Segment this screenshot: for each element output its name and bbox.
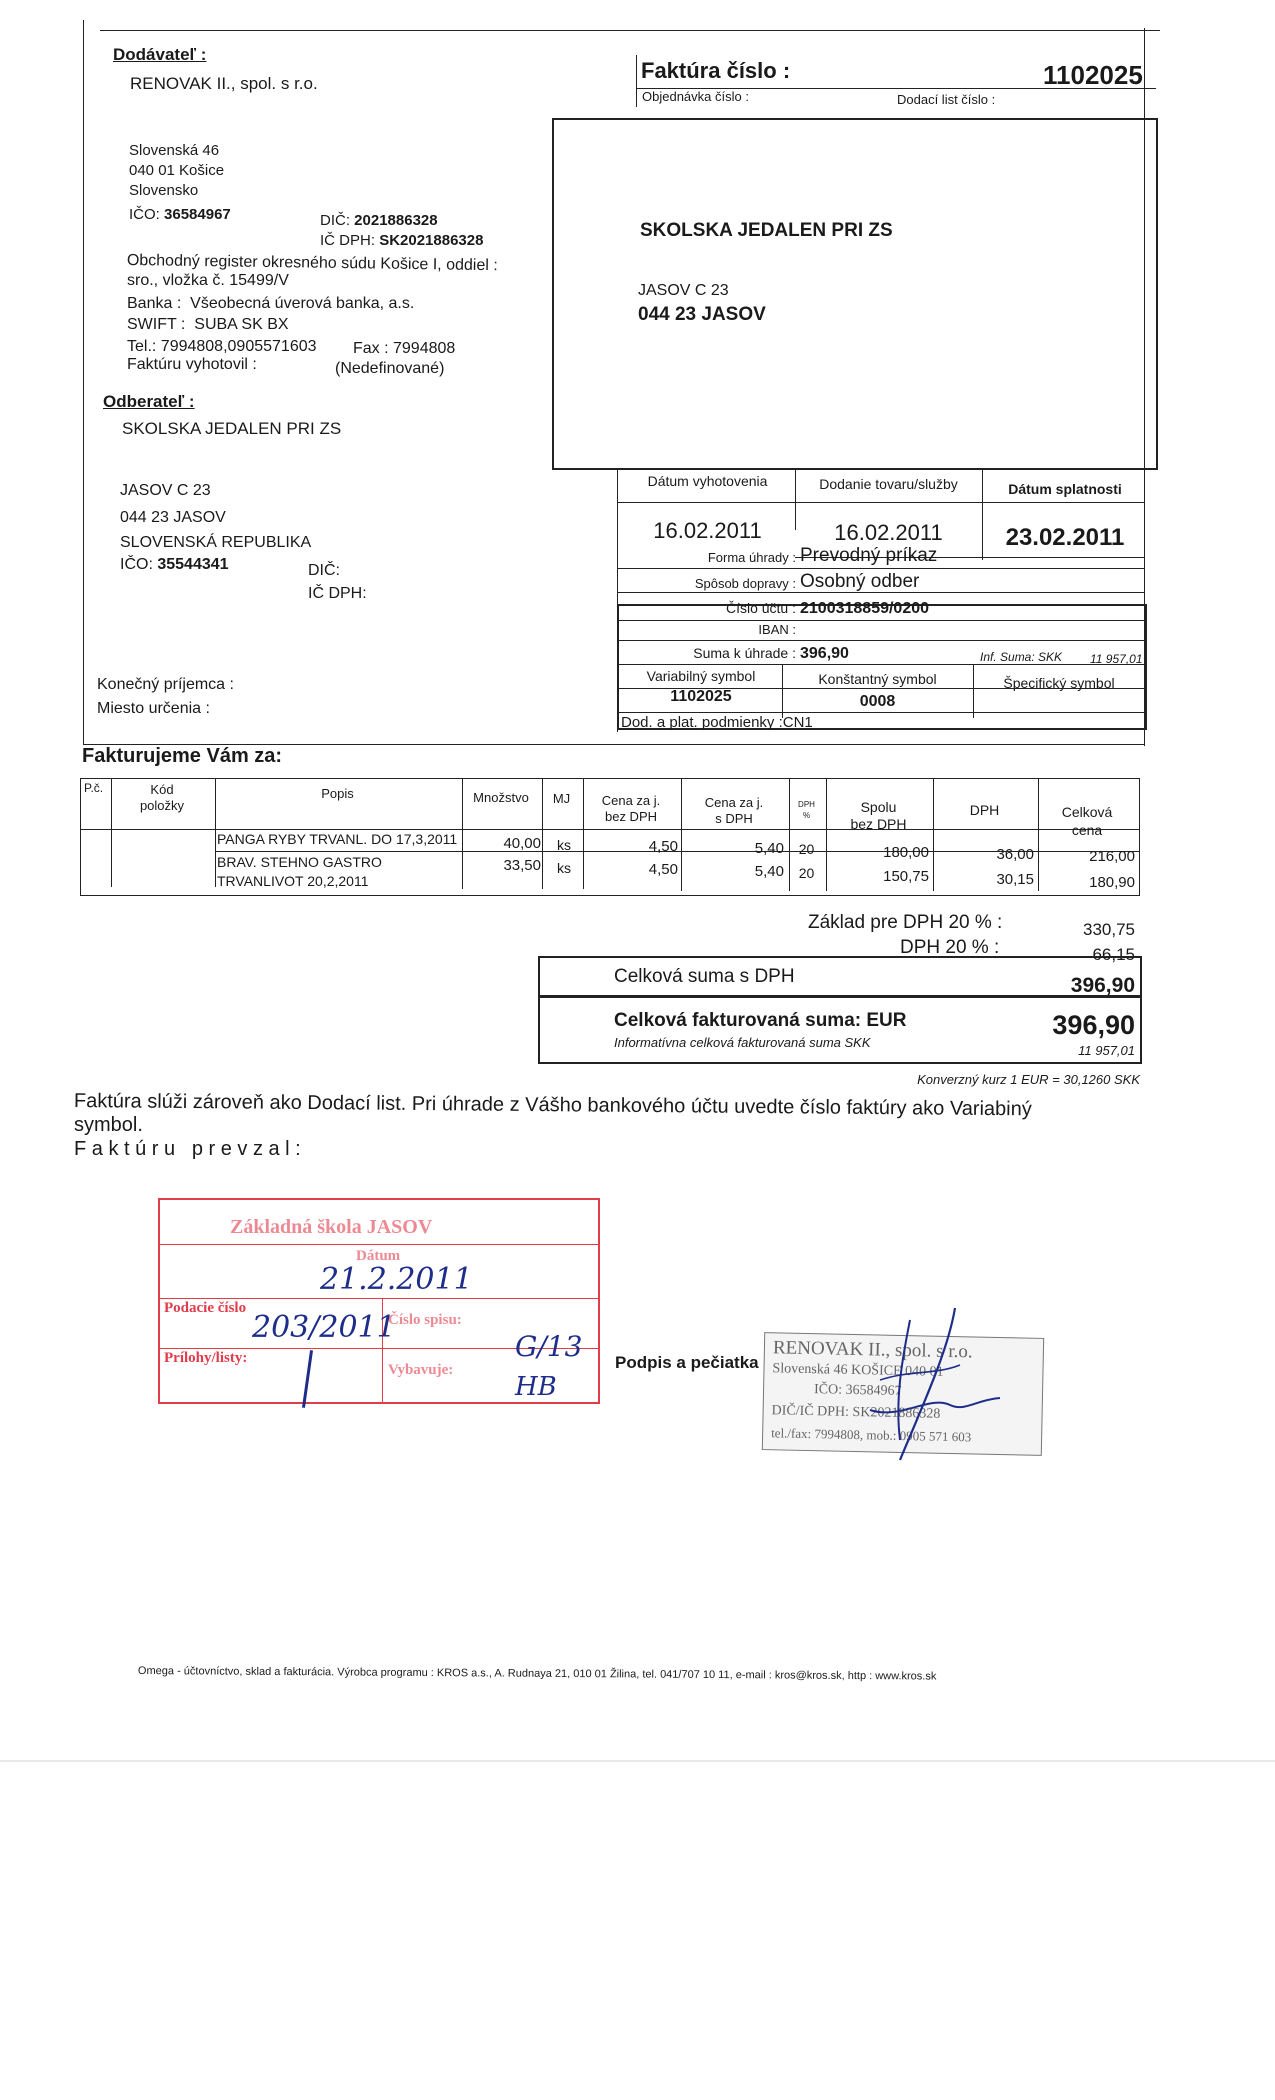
- row-2-spolu: 150,75: [883, 868, 929, 885]
- payment-form-label: Forma úhrady :: [707, 550, 796, 565]
- window-street: JASOV C 23: [638, 282, 729, 299]
- vat-base: 330,75: [1083, 920, 1135, 939]
- conversion-rate: Konverzný kurz 1 EUR = 30,1260 SKK: [917, 1072, 1140, 1087]
- handwritten-signature: [840, 1300, 1010, 1470]
- company-stamp-line-5: tel./fax: 7994808, mob.: 0905 571 603: [771, 1425, 972, 1445]
- note-line-1: Faktúra slúži zároveň ako Dodací list. Pri úhrade z Vášho bankového účtu uvedte číslo faktúry ako Variabiný: [73, 1090, 1032, 1121]
- account-label: Číslo účtu :: [725, 600, 796, 616]
- payment-line-3: [617, 620, 1145, 621]
- amount: 396,90: [800, 645, 849, 662]
- stamp-handled-handwritten: HB: [515, 1372, 557, 1402]
- th-pc: P.č.: [84, 781, 104, 795]
- inf-total-label: Informatívna celková fakturovaná suma SKK: [614, 1035, 871, 1050]
- totals-divider: [538, 995, 1142, 998]
- th-cena-bez: Cena za j. bez DPH: [601, 793, 661, 824]
- th-spolu: Spolu bez DPH: [850, 799, 907, 832]
- th-celkova: Celková cena: [1061, 804, 1113, 838]
- supplier-heading: Dodávateľ :: [113, 45, 207, 64]
- issued-by-label: Faktúru vyhotovil :: [127, 356, 257, 373]
- terms: Dod. a plat. podmienky :CN1: [621, 714, 813, 731]
- th-mj: MJ: [552, 791, 571, 806]
- final-recipient-label: Konečný príjemca :: [97, 676, 234, 693]
- supplier-fax: Fax : 7994808: [353, 340, 456, 357]
- supplier-country: Slovensko: [129, 182, 199, 199]
- customer-street: JASOV C 23: [120, 482, 211, 499]
- vat-label: DPH 20 % :: [900, 937, 1000, 958]
- grand-total: 396,90: [1052, 1010, 1135, 1040]
- supplier-dic-label: DIČ:: [320, 212, 350, 229]
- items-heading: Fakturujeme Vám za:: [82, 745, 283, 767]
- row-2-cena-bez: 4,50: [648, 861, 678, 878]
- payment-form: Prevodný príkaz: [800, 545, 938, 566]
- supplier-street: Slovenská 46: [129, 142, 220, 159]
- row-2-celkova: 180,90: [1089, 874, 1135, 891]
- invoice-header-divider: [636, 55, 637, 107]
- th-popis: Popis: [321, 786, 354, 801]
- row-1-mj: ks: [557, 837, 571, 853]
- school-stamp-line-1: [160, 1244, 600, 1245]
- footer-text: Omega - účtovníctvo, sklad a fakturácia. Výrobca programu : KROS a.s., A. Rudnaya 21, 010 01 Žilina, tel. 041/707 10 11, e-mail : kros@kros.sk, http : www.kros.sk: [137, 1665, 937, 1683]
- school-stamp-date-label: Dátum: [356, 1248, 401, 1264]
- inf-amount: 11 957,01: [1090, 652, 1143, 666]
- payment-line-7: [617, 712, 1145, 713]
- supplier-register-2: sro., vložka č. 15499/V: [127, 272, 289, 289]
- supplier-icdph: SK2021886328: [379, 232, 484, 249]
- iban-label: IBAN :: [758, 622, 796, 637]
- issued-by-value: (Nedefinované): [335, 360, 445, 377]
- dates-div-2: [982, 470, 983, 560]
- school-stamp-reg-label: Podacie číslo: [164, 1300, 247, 1316]
- invoice-number: 1102025: [1043, 60, 1143, 90]
- frame-left: [83, 20, 84, 745]
- th-dph-pct: DPH %: [798, 800, 815, 820]
- stamp-file-handwritten: G/13: [515, 1330, 583, 1363]
- total-vat-label: Celková suma s DPH: [614, 966, 795, 987]
- supplier-swift: SUBA SK BX: [194, 316, 289, 333]
- invoice-title: Faktúra číslo :: [641, 58, 791, 83]
- customer-name: SKOLSKA JEDALEN PRI ZS: [122, 419, 342, 438]
- customer-ico-label: IČO:: [120, 556, 153, 573]
- ks-label: Konštantný symbol: [818, 671, 937, 687]
- amount-label: Suma k úhrade :: [693, 645, 796, 661]
- row-1-popis: PANGA RYBY TRVANL. DO 17,3,2011: [217, 831, 458, 847]
- row-2-cena-s: 5,40: [754, 863, 784, 880]
- row-1-dph: 36,00: [996, 846, 1034, 863]
- supplier-swift-label: SWIFT :: [127, 316, 186, 333]
- company-stamp-line-4: DIČ/IČ DPH: SK2021886328: [771, 1403, 941, 1422]
- th-mnozstvo: Množstvo: [473, 790, 529, 805]
- window-city: 044 23 JASOV: [638, 304, 766, 325]
- vat-base-label: Základ pre DPH 20 % :: [808, 912, 1003, 933]
- row-2-mnozstvo: 33,50: [503, 857, 541, 874]
- supplier-tel: Tel.: 7994808,0905571603: [127, 338, 317, 355]
- note-line-2: symbol.: [74, 1114, 143, 1136]
- payment-line-2: [617, 592, 1145, 593]
- supplier-dic: 2021886328: [354, 212, 438, 229]
- supplier-swift-row: [127, 316, 289, 334]
- header-line: [81, 829, 1139, 830]
- customer-ico-row: [120, 556, 229, 574]
- stamp-date-handwritten: 21.2.2011: [320, 1262, 473, 1297]
- customer-icdph-label: IČ DPH:: [308, 585, 367, 602]
- school-stamp-file-label: Číslo spisu:: [388, 1312, 462, 1328]
- destination-label: Miesto určenia :: [97, 700, 210, 717]
- supplier-register-1: Obchodný register okresného súdu Košice I, oddiel :: [126, 252, 498, 275]
- supplier-name: RENOVAK II., spol. s r.o.: [130, 74, 318, 93]
- row-1-mnozstvo: 40,00: [503, 835, 541, 852]
- issue-date: 16.02.2011: [653, 518, 762, 543]
- supplier-bank-label: Banka :: [127, 295, 182, 312]
- row-1-celkova: 216,00: [1089, 848, 1135, 865]
- due-date-label: Dátum splatnosti: [1008, 481, 1122, 497]
- row-1-cena-s: 5,40: [754, 840, 784, 857]
- symbol-div-2: [973, 664, 974, 718]
- customer-heading: Odberateľ :: [103, 392, 195, 411]
- ks: 0008: [859, 693, 896, 710]
- signature-label: Podpis a pečiatka: [615, 1353, 759, 1372]
- order-number-label: Objednávka číslo :: [642, 89, 749, 104]
- school-stamp-handled-label: Vybavuje:: [388, 1362, 454, 1378]
- inf-total: 11 957,01: [1078, 1043, 1135, 1058]
- account: 2100318859/0200: [800, 600, 930, 617]
- row-1-spolu: 180,00: [883, 844, 929, 861]
- supplier-bank: Všeobecná úverová banka, a.s.: [190, 295, 415, 312]
- row-2-dph: 30,15: [996, 871, 1034, 888]
- customer-ico: 35544341: [157, 556, 229, 573]
- transport: Osobný odber: [800, 571, 920, 592]
- delivery-note-label: Dodací list číslo :: [897, 92, 996, 107]
- school-stamp-title: Základná škola JASOV: [230, 1216, 433, 1238]
- supplier-icdph-row: [320, 232, 483, 249]
- company-stamp-line-3: IČO: 36584967: [813, 1382, 902, 1399]
- supplier-ico-label: IČO:: [129, 206, 160, 223]
- total-vat: 396,90: [1070, 974, 1135, 997]
- supplier-bank-row: [127, 295, 414, 313]
- customer-dic-label: DIČ:: [308, 562, 340, 579]
- row-2-popis: BRAV. STEHNO GASTRO TRVANLIVOT 20,2,2011: [217, 854, 382, 889]
- due-date: 23.02.2011: [1005, 524, 1125, 551]
- row-2-mj: ks: [557, 860, 571, 876]
- company-stamp-line-2: Slovenská 46 KOŠICE 040 01: [772, 1361, 944, 1380]
- th-dph: DPH: [969, 802, 1000, 818]
- dates-header-line: [617, 502, 1145, 503]
- row-1-dph-pct: 20: [798, 841, 815, 857]
- delivery-date-label: Dodanie tovaru/služby: [819, 476, 958, 492]
- issue-date-label: Dátum vyhotovenia: [647, 473, 768, 489]
- customer-city: 044 23 JASOV: [120, 509, 226, 526]
- vat: 66,15: [1092, 945, 1135, 964]
- grand-total-label: Celková fakturovaná suma: EUR: [614, 1010, 907, 1031]
- window-name: SKOLSKA JEDALEN PRI ZS: [640, 220, 893, 241]
- row-1-cena-bez: 4,50: [648, 838, 678, 855]
- stamp-reg-handwritten: 203/2011: [252, 1310, 396, 1345]
- supplier-ico-row: [129, 206, 231, 223]
- row-2-dph-pct: 20: [798, 865, 815, 881]
- received-by-label: F a k t ú r u p r e v z a l :: [74, 1138, 301, 1160]
- company-stamp-line-1: RENOVAK II., spol. s r.o.: [772, 1337, 973, 1363]
- customer-country: SLOVENSKÁ REPUBLIKA: [120, 534, 312, 551]
- school-stamp-line-2: [160, 1298, 600, 1299]
- delivery-date: 16.02.2011: [834, 520, 943, 545]
- transport-label: Spôsob dopravy :: [694, 576, 796, 591]
- supplier-dic-row: [320, 212, 438, 229]
- payment-line-4: [617, 640, 1145, 641]
- supplier-icdph-label: IČ DPH:: [320, 232, 376, 249]
- supplier-city: 040 01 Košice: [129, 162, 225, 179]
- th-kod: Kód položky: [139, 782, 185, 813]
- th-cena-s: Cena za j. s DPH: [704, 795, 764, 826]
- vs: 1102025: [670, 688, 732, 705]
- frame-top: [100, 30, 1160, 31]
- ss-label: Špecifický symbol: [1003, 675, 1115, 691]
- vs-label: Variabilný symbol: [646, 668, 756, 684]
- inf-amount-label: Inf. Suma: SKK: [980, 650, 1063, 664]
- page-bottom-edge: [0, 1760, 1275, 1762]
- supplier-ico: 36584967: [164, 206, 231, 223]
- payment-line-1: [617, 568, 1145, 569]
- payment-line-5: [617, 664, 1145, 665]
- school-stamp-att-label: Prílohy/listy:: [164, 1350, 248, 1366]
